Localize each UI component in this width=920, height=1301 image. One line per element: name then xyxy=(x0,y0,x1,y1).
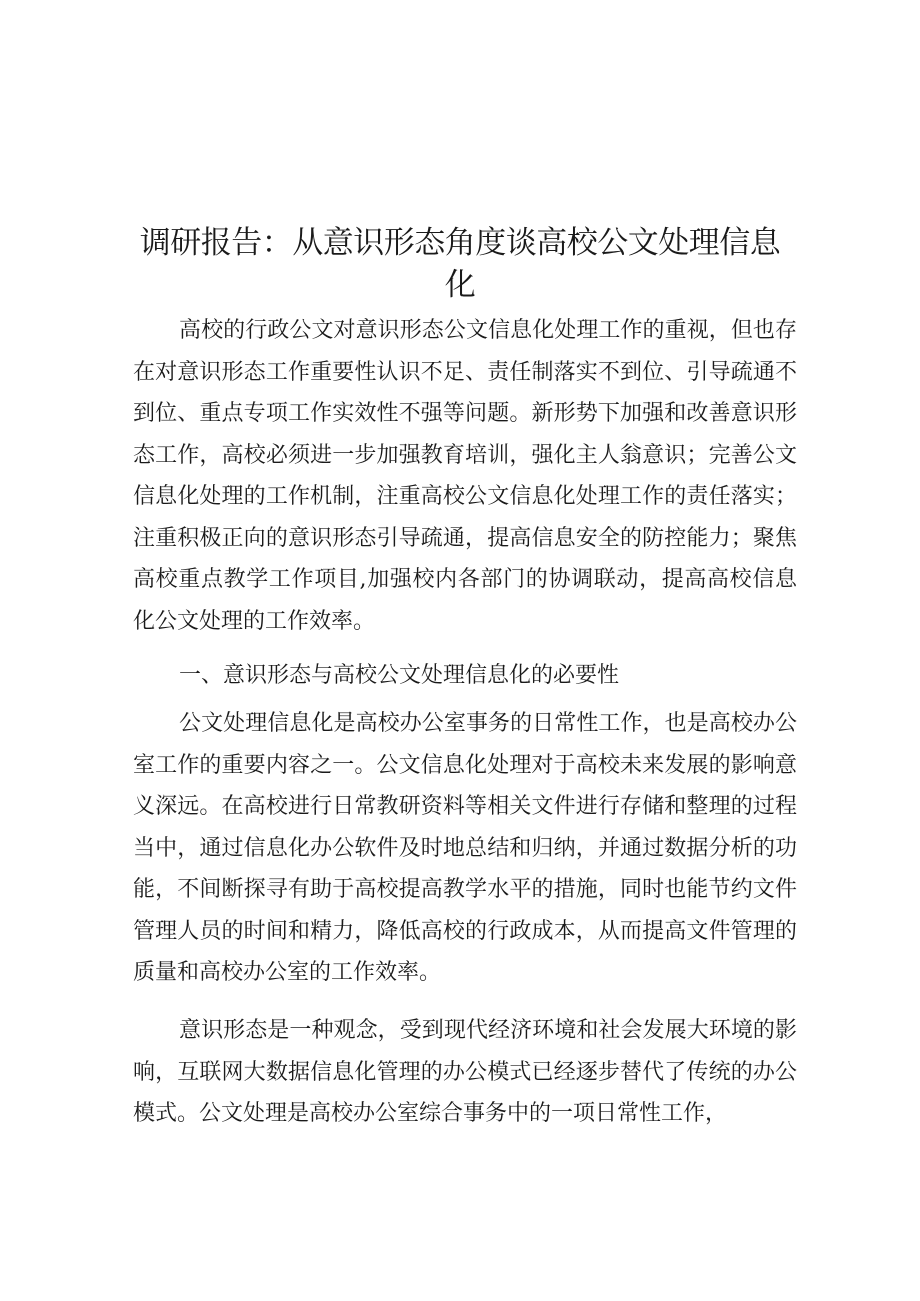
paragraph-necessity: 公文处理信息化是高校办公室事务的日常性工作，也是高校办公室工作的重要内容之一。公文信息化处理对于高校未来发展的影响意义深远。在高校进行日常教研资料等相关文件进行存储和整理的过程当中，通过信息化办公软件及时地总结和归纳，并通过数据分析的功能，不间断探寻有助于高校提高教学水平的措施，同时也能节约文件管理人员的时间和精力，降低高校的行政成本，从而提高文件管理的质量和高校办公室的工作效率。 xyxy=(133,711,797,985)
section-heading: 一、意识形态与高校公文处理信息化的必要性 xyxy=(179,663,620,688)
paragraph-ideology: 意识形态是一种观念，受到现代经济环境和社会发展大环境的影响，互联网大数据信息化管理的办公模式已经逐步替代了传统的办公模式。公文处理是高校办公室综合事务中的一项日常性工作， xyxy=(133,1018,797,1126)
paragraph-intro: 高校的行政公文对意识形态公文信息化处理工作的重视，但也存在对意识形态工作重要性认识不足、责任制落实不到位、引导疏通不到位、重点专项工作实效性不强等问题。新形势下加强和改善意识形态工作，高校必须进一步加强教育培训，强化主人翁意识；完善公文信息化处理的工作机制，注重高校公文信息化处理工作的责任落实；注重积极正向的意识形态引导疏通，提高信息安全的防控能力；聚焦高校重点教学工作项目,加强校内各部门的协调联动，提高高校信息化公文处理的工作效率。 xyxy=(133,318,797,634)
document-title: 调研报告：从意识形态角度谈高校公文处理信息化 xyxy=(139,225,781,303)
